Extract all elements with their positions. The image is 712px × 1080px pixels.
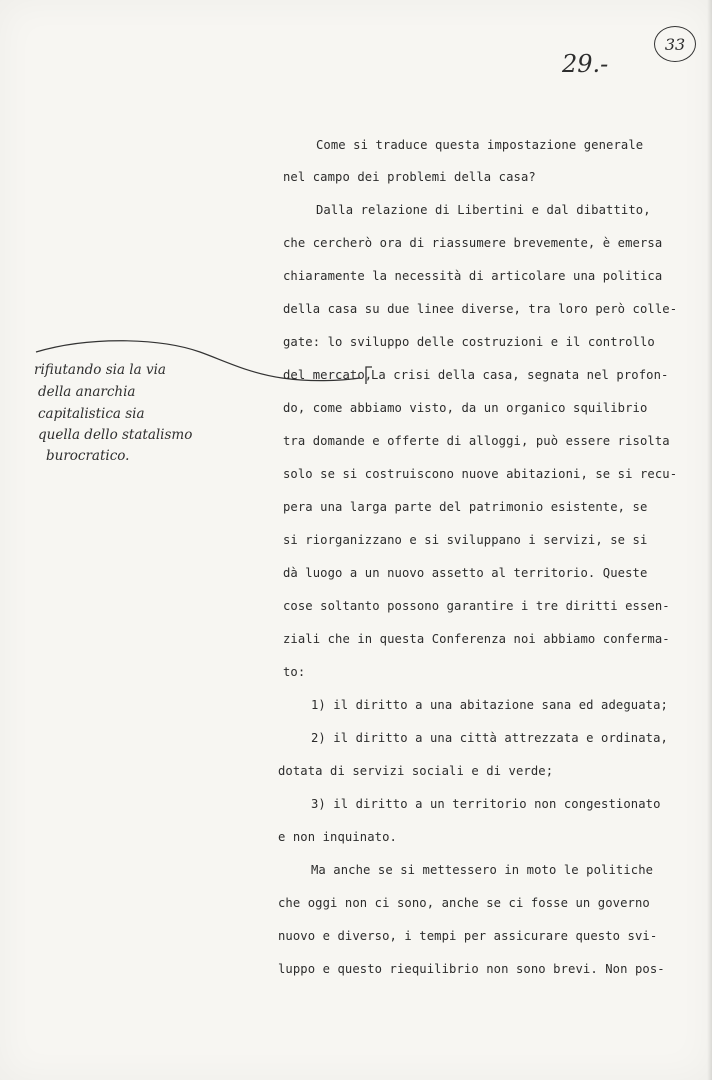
text-line: ziali che in questa Conferenza noi abbiamo conferma- bbox=[283, 632, 670, 646]
text-line: chiaramente la necessità di articolare una politica bbox=[283, 269, 663, 283]
text-line: Come si traduce questa impostazione generale bbox=[316, 138, 644, 152]
text-line: che oggi non ci sono, anche se ci fosse un governo bbox=[278, 896, 650, 910]
list-item: 1) il diritto a una abitazione sana ed adeguata; bbox=[311, 698, 668, 712]
text-line: e non inquinato. bbox=[278, 830, 397, 844]
margin-note-line: quella dello statalismo bbox=[38, 427, 193, 443]
text-line: dotata di servizi sociali e di verde; bbox=[278, 764, 554, 778]
text-line: to: bbox=[283, 665, 306, 679]
text-line: cose soltanto possono garantire i tre diritti essen- bbox=[283, 599, 670, 613]
margin-note-line: rifiutando sia la via bbox=[34, 362, 166, 378]
text-line: nel campo dei problemi della casa? bbox=[283, 170, 536, 184]
text-line: pera una larga parte del patrimonio esistente, se bbox=[283, 500, 648, 514]
text-line: gate: lo sviluppo delle costruzioni e il controllo bbox=[283, 335, 655, 349]
list-item: 3) il diritto a un territorio non congestionato bbox=[311, 797, 661, 811]
text-line: del mercato, bbox=[283, 368, 373, 382]
text-line: solo se si costruiscono nuove abitazioni, se si recu- bbox=[283, 467, 678, 481]
text-line: tra domande e offerte di alloggi, può essere risolta bbox=[283, 434, 670, 448]
text-line: si riorganizzano e si sviluppano i servizi, se si bbox=[283, 533, 648, 547]
margin-note-line: burocratico. bbox=[46, 448, 130, 464]
text-line: Ma anche se si mettessero in moto le politiche bbox=[311, 863, 654, 877]
text-line: nuovo e diverso, i tempi per assicurare questo svi- bbox=[278, 929, 658, 943]
circled-page-number-text: 33 bbox=[664, 34, 686, 54]
text-line: do, come abbiamo visto, da un organico squilibrio bbox=[283, 401, 648, 415]
text-line: dà luogo a un nuovo assetto al territorio. Queste bbox=[283, 566, 648, 580]
margin-note-line: capitalistica sia bbox=[38, 406, 145, 422]
text-line: La crisi della casa, segnata nel profon- bbox=[371, 368, 669, 382]
text-line: che cercherò ora di riassumere brevemente, è emersa bbox=[283, 236, 663, 250]
text-line: luppo e questo riequilibrio non sono brevi. Non pos- bbox=[278, 962, 665, 976]
page-number: 29.- bbox=[562, 50, 609, 78]
margin-note-line: della anarchia bbox=[38, 384, 136, 400]
list-item: 2) il diritto a una città attrezzata e ordinata, bbox=[311, 731, 668, 745]
text-line: della casa su due linee diverse, tra loro però colle- bbox=[283, 302, 678, 316]
text-line: Dalla relazione di Libertini e dal dibattito, bbox=[316, 203, 651, 217]
